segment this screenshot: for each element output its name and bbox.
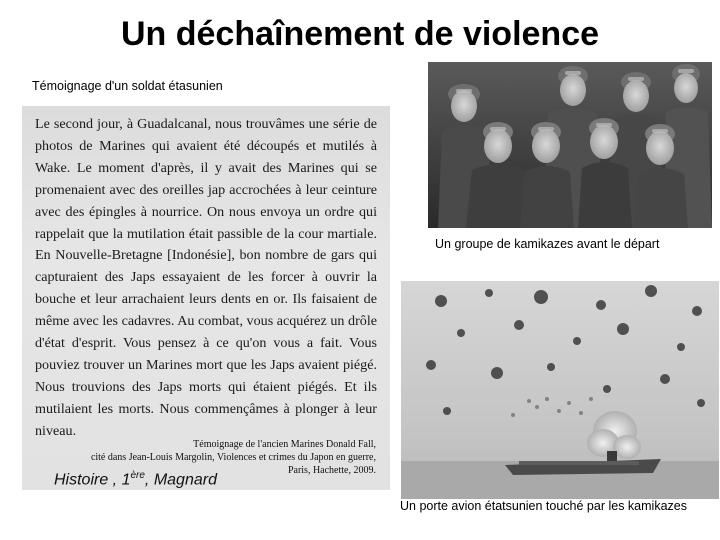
reference-prefix: Histoire , 1 xyxy=(54,471,131,489)
slide-title: Un déchaînement de violence xyxy=(120,15,600,53)
testimony-paragraph: Le second jour, à Guadalcanal, nous trouvâmes une série de photos de Marines qui avaient été découpés et mutilés à Wake. Le moment d'après, il y avait des Marines qui se promenaient avec des oreilles jap accrochées à leur ceinture avec des épingles à nourrice. On nous envoya un ordre qui rappelait que la mutilation était passible de la cour martiale. En Nouvelle-Bretagne [Indonésie], bon nombre de gars qui capturaient des Japs essayaient de les forcer à ouvrir la bouche et leur arrachaient leurs dents en or. Ils faisaient de même avec les cadavres. Au combat, vous acquérez un drôle d'état d'esprit. Vous pensez à ce qu'on vous a fait. Vous pouviez trouver un Marines mort que les Japs avaient piégé. Nous trouvions des Japs morts qui étaient piégés. Et ils mutilaient les morts. Nous commençâmes à plonger à leur niveau. xyxy=(35,116,377,439)
soldier-testimony-caption: Témoignage d'un soldat étasunien xyxy=(32,79,223,93)
source-line: cité dans Jean-Louis Margolin, Violences et crimes du Japon en guerre, xyxy=(90,452,376,463)
carrier-attack-photo xyxy=(401,281,719,499)
source-line: Paris, Hachette, 2009. xyxy=(287,465,376,476)
textbook-reference xyxy=(54,470,217,489)
testimony-text xyxy=(35,114,377,443)
carrier-attack-caption: Un porte avion étatsunien touché par les kamikazes xyxy=(400,499,687,513)
reference-suffix: , Magnard xyxy=(144,471,217,489)
scanned-book-excerpt xyxy=(22,106,390,490)
source-line: Témoignage de l'ancien Marines Donald Fall, xyxy=(193,439,376,450)
kamikaze-group-photo xyxy=(428,62,712,228)
reference-superscript: ère xyxy=(130,470,145,481)
kamikaze-group-caption: Un groupe de kamikazes avant le départ xyxy=(435,237,660,251)
